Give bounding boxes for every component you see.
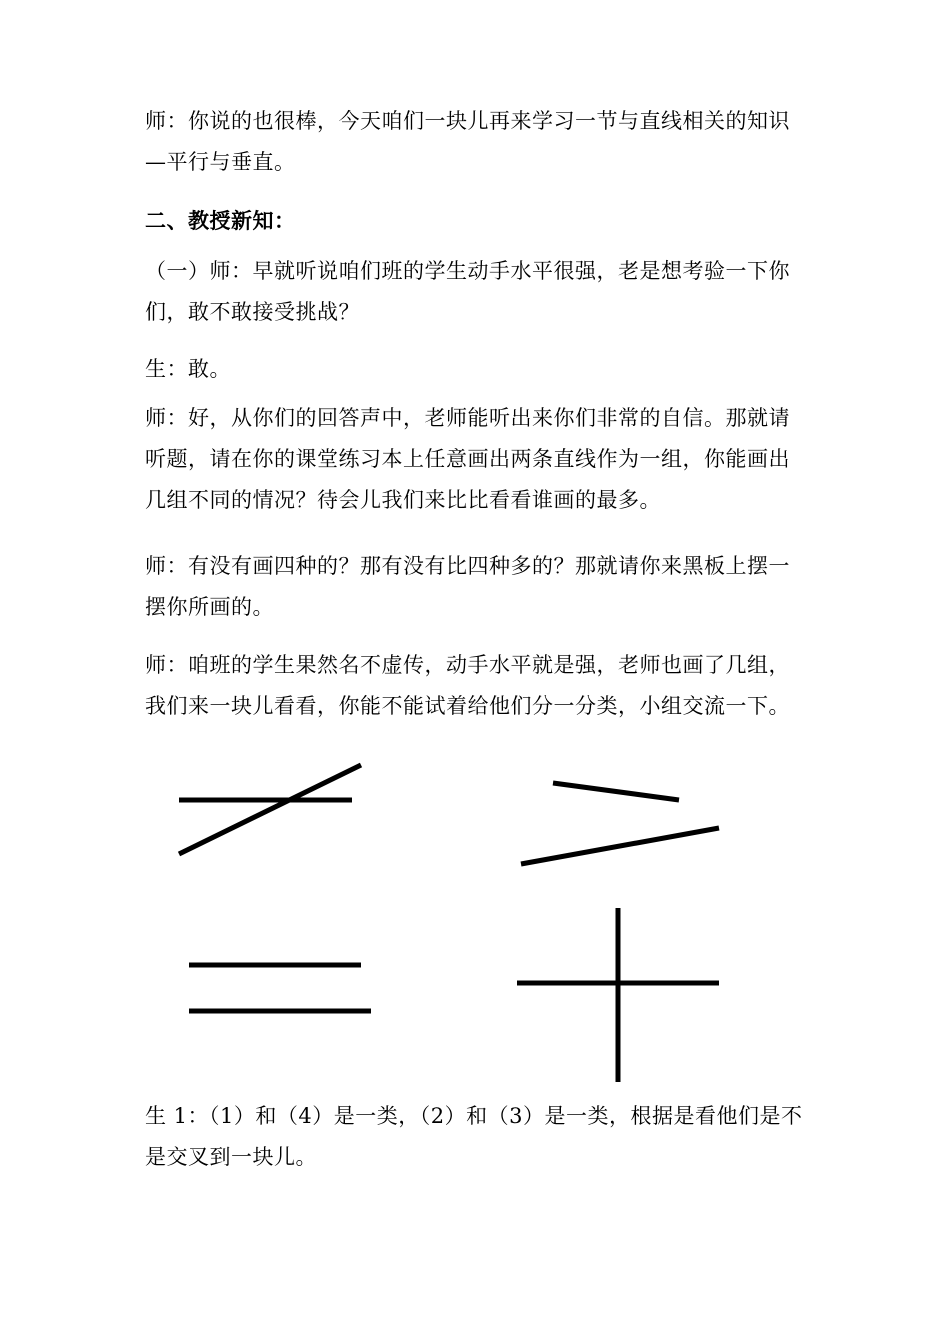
text-line: 生 1：（1）和（4）是一类，（2）和（3）是一类，根据是看他们是不 xyxy=(145,1104,803,1128)
text-line: 是交叉到一块儿。 xyxy=(145,1145,317,1169)
text-line: 师：咱班的学生果然名不虚传，动手水平就是强，老师也画了几组， xyxy=(145,653,790,677)
text-line: —平行与垂直。 xyxy=(145,150,296,174)
text-line: 二、教授新知： xyxy=(145,208,296,233)
text-line: （一）师：早就听说咱们班的学生动手水平很强，老是想考验一下你 xyxy=(145,259,790,283)
paragraph-student1-answer xyxy=(145,1096,825,1178)
text-line: 师：你说的也很棒，今天咱们一块儿再来学习一节与直线相关的知识 xyxy=(145,109,790,133)
text-line: 师：有没有画四种的？那有没有比四种多的？那就请你来黑板上摆一 xyxy=(145,554,790,578)
text-line: 们，敢不敢接受挑战？ xyxy=(145,300,360,324)
text-line: 我们来一块儿看看，你能不能试着给他们分一分类，小组交流一下。 xyxy=(145,694,790,718)
figure2-short-line xyxy=(553,783,679,800)
text-line: 几组不同的情况？待会儿我们来比比看看谁画的最多。 xyxy=(145,488,661,512)
text-line: 听题，请在你的课堂练习本上任意画出两条直线作为一组，你能画出 xyxy=(145,447,790,471)
text-line: 生：敢。 xyxy=(145,357,231,381)
text-line: 摆你所画的。 xyxy=(145,595,274,619)
figure1-slanted-line xyxy=(179,765,361,854)
text-line: 师：好，从你们的回答声中，老师能听出来你们非常的自信。那就请 xyxy=(145,406,790,430)
figure2-long-line xyxy=(521,828,719,864)
